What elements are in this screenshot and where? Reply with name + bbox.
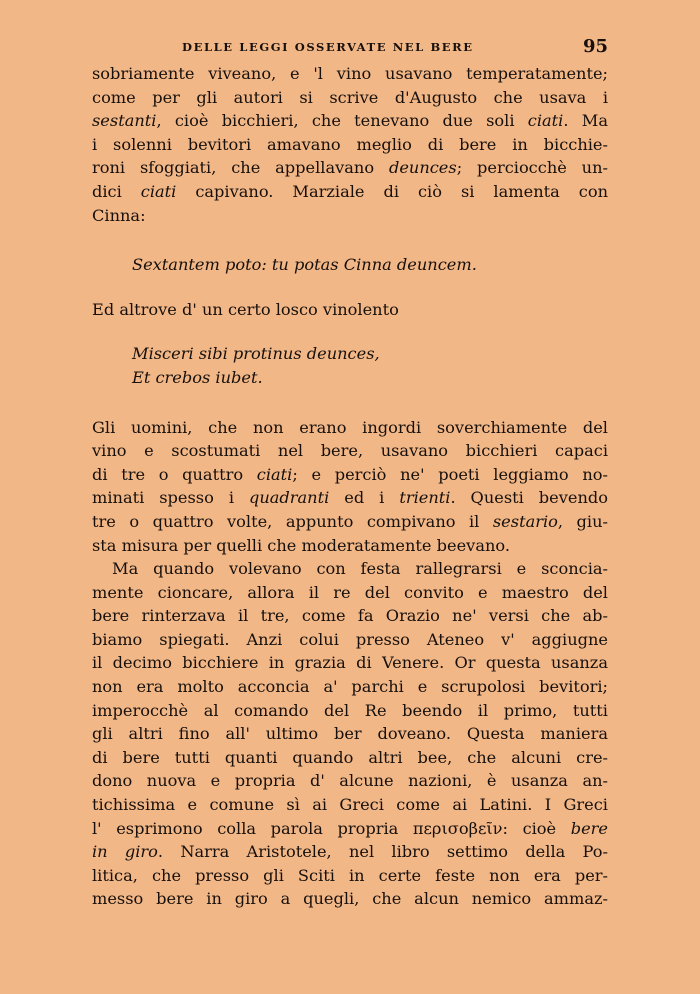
paragraph-3 xyxy=(92,557,608,911)
italic-term: sestario xyxy=(492,511,558,531)
text-line xyxy=(92,439,608,463)
text-run: , giu- xyxy=(557,511,608,531)
text-line xyxy=(92,651,608,675)
text-line xyxy=(92,180,608,204)
text-run: . Ma xyxy=(563,111,608,131)
italic-term: ciati xyxy=(527,111,564,131)
verse-line: Misceri sibi protinus deunces, xyxy=(132,344,380,364)
text-run: di bere tutti quanti quando altri bee, che alcuni cre- xyxy=(92,747,608,767)
text-line xyxy=(92,793,608,817)
text-line xyxy=(92,557,608,581)
text-line xyxy=(92,510,608,534)
text-line xyxy=(92,769,608,793)
text-line xyxy=(92,604,608,628)
text-line xyxy=(92,204,608,228)
text-run: roni sfoggiati, che appellavano xyxy=(92,158,389,178)
verse-line: Et crebos iubet. xyxy=(132,367,263,387)
text-run: mente cioncare, allora il re del convito e maestro del xyxy=(92,582,608,602)
text-run: minati spesso i xyxy=(92,488,249,508)
book-page xyxy=(92,36,608,911)
text-line xyxy=(92,416,608,440)
text-line xyxy=(92,722,608,746)
text-run: sobriamente viveano, e 'l vino usavano temperatamente; xyxy=(92,64,608,83)
text-run: . Questi bevendo xyxy=(450,488,608,508)
text-run: Ma quando volevano con festa rallegrarsi e sconcia- xyxy=(112,559,608,579)
text-line xyxy=(92,675,608,699)
verse-line: Sextantem poto: tu potas Cinna deuncem. xyxy=(132,255,477,275)
text-run: imperocchè al comando del Re beendo il primo, tutti xyxy=(92,700,608,720)
text-run: biamo spiegati. Anzi colui presso Ateneo v' aggiugne xyxy=(92,629,608,649)
text-run: gli altri fino all' ultimo ber doveano. Questa maniera xyxy=(92,724,608,744)
text-line xyxy=(92,463,608,487)
italic-term: bere xyxy=(570,818,608,838)
italic-term: quadranti xyxy=(248,488,330,508)
text-line xyxy=(92,534,608,558)
text-run: il decimo bicchiere in grazia di Venere. Or questa usanza xyxy=(92,653,608,673)
text-run: dono nuova e propria d' alcune nazioni, è usanza an- xyxy=(92,771,608,791)
text-run: i solenni bevitori amavano meglio di bere in bicchie- xyxy=(92,134,608,154)
italic-term: deunces xyxy=(388,158,457,178)
page-number: 95 xyxy=(582,36,608,57)
text-run: sta misura per quelli che moderatamente beevano. xyxy=(92,535,511,555)
text-run: Cinna: xyxy=(92,205,146,225)
text-line xyxy=(92,133,608,157)
text-run: . Narra Aristotele, nel libro settimo della Po- xyxy=(157,842,608,862)
text-run: ; e perciò ne' poeti leggiamo no- xyxy=(292,464,608,484)
text-line xyxy=(92,62,608,86)
text-line xyxy=(92,864,608,888)
text-line xyxy=(92,109,608,133)
text-line xyxy=(92,628,608,652)
verse-block xyxy=(92,342,608,389)
text-run: l' esprimono colla parola propria περισοβεῖν: cioè xyxy=(92,818,571,838)
text-run: come per gli autori si scrive d'Augusto che usava i xyxy=(92,87,608,107)
text-run: bere rinterzava il tre, come fa Orazio ne' versi che ab- xyxy=(92,606,608,626)
text-line xyxy=(92,86,608,110)
italic-term: in giro xyxy=(92,842,158,862)
text-run: vino e scostumati nel bere, usavano bicchieri capaci xyxy=(92,441,608,461)
italic-term: ciati xyxy=(140,181,177,201)
text-run: ed i xyxy=(329,488,400,508)
italic-term: ciati xyxy=(256,464,293,484)
text-line xyxy=(92,581,608,605)
text-run: Gli uomini, che non erano ingordi soverchiamente del xyxy=(92,417,608,437)
italic-term: sestanti xyxy=(92,111,157,131)
text-run: litica, che presso gli Sciti in certe feste non era per- xyxy=(92,865,608,885)
paragraph-1 xyxy=(92,62,608,227)
intro-line: Ed altrove d' un certo losco vinolento xyxy=(92,299,399,319)
text-line xyxy=(92,156,608,180)
text-run: tre o quattro volte, appunto compivano il xyxy=(92,511,493,531)
text-run: dici xyxy=(92,181,141,201)
text-line xyxy=(92,817,608,841)
running-head: DELLE LEGGI OSSERVATE NEL BERE xyxy=(182,40,474,54)
text-line xyxy=(92,840,608,864)
italic-term: trienti xyxy=(399,488,451,508)
page-header xyxy=(92,36,608,62)
text-line xyxy=(92,746,608,770)
text-run: messo bere in giro a quegli, che alcun nemico ammaz- xyxy=(92,889,608,909)
text-line xyxy=(92,486,608,510)
paragraph-2 xyxy=(92,416,608,558)
text-run: non era molto acconcia a' parchi e scrupolosi bevitori; xyxy=(92,677,608,697)
text-line xyxy=(92,699,608,723)
text-run: ; perciocchè un- xyxy=(456,158,609,178)
text-line xyxy=(92,887,608,911)
text-run: , cioè bicchieri, che tenevano due soli xyxy=(156,111,528,131)
text-run: di tre o quattro xyxy=(92,464,257,484)
text-run: tichissima e comune sì ai Greci come ai Latini. I Greci xyxy=(92,795,608,815)
text-run: capivano. Marziale di ciò si lamenta con xyxy=(176,181,608,201)
